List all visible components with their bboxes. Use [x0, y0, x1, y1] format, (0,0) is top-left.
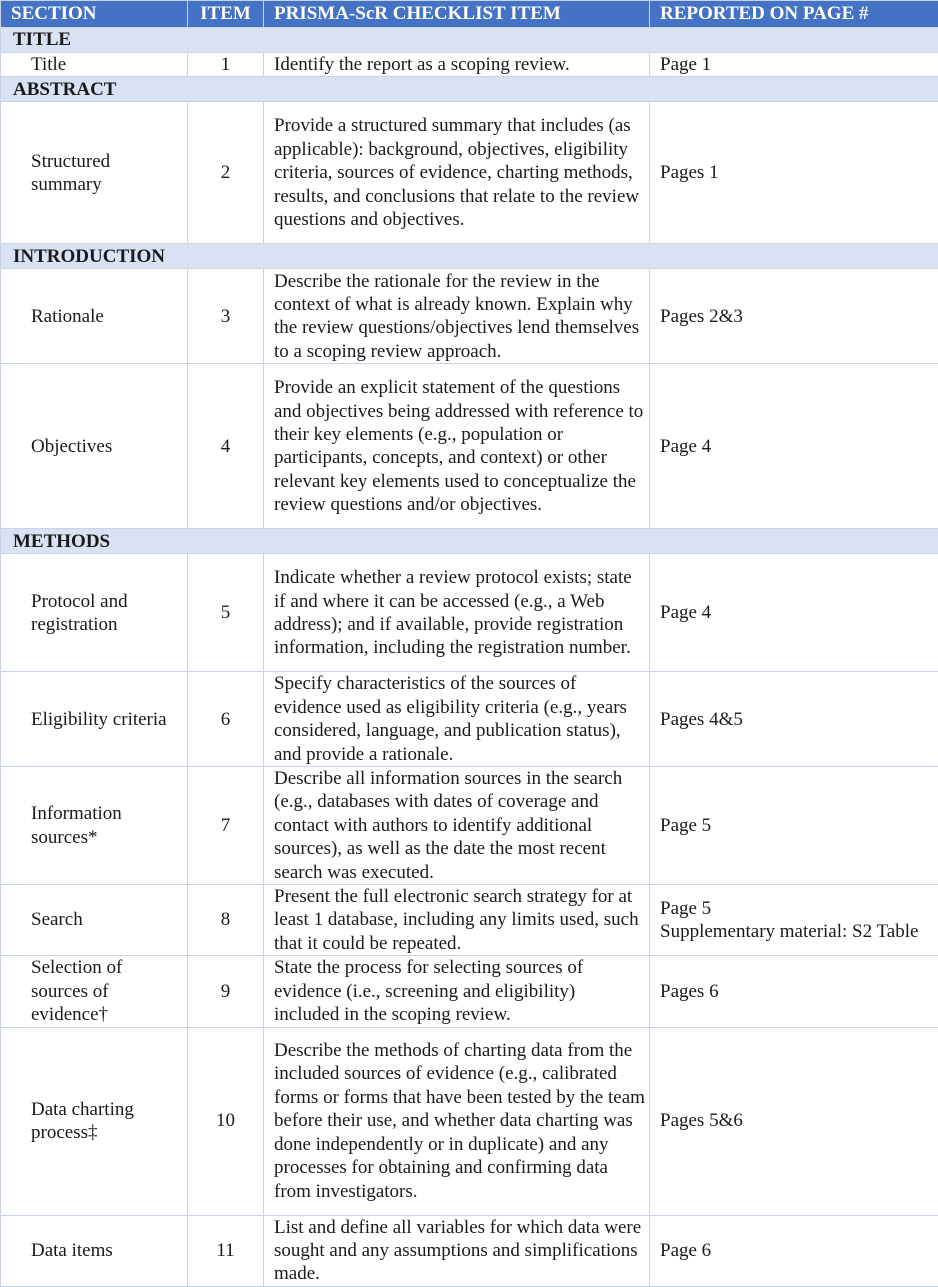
row-description: Describe all information sources in the search (e.g., databases with dates of coverage and contact with authors to identify additional sources), as well as the date the most recent search was executed. — [264, 767, 650, 885]
table-row — [1, 767, 938, 885]
section-heading: METHODS — [1, 529, 938, 554]
header-section: SECTION — [1, 1, 188, 28]
row-description: List and define all variables for which data were sought and any assumptions and simplifications made. — [264, 1215, 650, 1286]
section-heading: TITLE — [1, 28, 938, 53]
row-item-number: 3 — [188, 269, 264, 364]
row-item-number: 6 — [188, 672, 264, 767]
row-item-number: 4 — [188, 364, 264, 529]
table-row — [1, 554, 938, 672]
row-section: Eligibility criteria — [1, 672, 188, 767]
row-page: Pages 5&6 — [650, 1027, 938, 1215]
row-page — [650, 885, 938, 956]
row-section: Title — [1, 53, 188, 77]
section-row-introduction — [1, 244, 938, 269]
section-heading: INTRODUCTION — [1, 244, 938, 269]
row-description: Specify characteristics of the sources of evidence used as eligibility criteria (e.g., years considered, language, and publication status), and provide a rationale. — [264, 672, 650, 767]
row-section: Rationale — [1, 269, 188, 364]
row-page: Pages 4&5 — [650, 672, 938, 767]
row-page: Pages 2&3 — [650, 269, 938, 364]
row-page: Pages 6 — [650, 956, 938, 1027]
section-heading: ABSTRACT — [1, 77, 938, 102]
row-item-number: 8 — [188, 885, 264, 956]
header-reported-page: REPORTED ON PAGE # — [650, 1, 938, 28]
row-section: Structured summary — [1, 102, 188, 244]
row-page-supplementary: Supplementary material: S2 Table — [660, 920, 934, 943]
row-item-number: 10 — [188, 1027, 264, 1215]
header-item: ITEM — [188, 1, 264, 28]
row-section: Data charting process‡ — [1, 1027, 188, 1215]
header-row — [1, 1, 938, 28]
row-section: Data items — [1, 1215, 188, 1286]
row-page: Page 6 — [650, 1215, 938, 1286]
table-row — [1, 672, 938, 767]
row-description: Provide an explicit statement of the questions and objectives being addressed with reference to their key elements (e.g., population or participants, concepts, and context) or other relevant key elements used to conceptualize the review questions and/or objectives. — [264, 364, 650, 529]
row-section: Information sources* — [1, 767, 188, 885]
row-page: Page 4 — [650, 554, 938, 672]
table-row — [1, 269, 938, 364]
row-section: Search — [1, 885, 188, 956]
row-page: Pages 1 — [650, 102, 938, 244]
row-page: Page 1 — [650, 53, 938, 77]
row-item-number: 5 — [188, 554, 264, 672]
table-row — [1, 102, 938, 244]
table-row — [1, 885, 938, 956]
row-description: Identify the report as a scoping review. — [264, 53, 650, 77]
row-description: State the process for selecting sources of evidence (i.e., screening and eligibility) included in the scoping review. — [264, 956, 650, 1027]
table-row — [1, 1027, 938, 1215]
section-row-methods — [1, 529, 938, 554]
table-row — [1, 53, 938, 77]
header-checklist-item: PRISMA-ScR CHECKLIST ITEM — [264, 1, 650, 28]
row-item-number: 7 — [188, 767, 264, 885]
row-description: Describe the rationale for the review in the context of what is already known. Explain why the review questions/objectives lend themselves to a scoping review approach. — [264, 269, 650, 364]
row-section: Protocol and registration — [1, 554, 188, 672]
row-item-number: 2 — [188, 102, 264, 244]
row-page: Page 5 — [650, 767, 938, 885]
row-section: Selection of sources of evidence† — [1, 956, 188, 1027]
row-item-number: 11 — [188, 1215, 264, 1286]
table-row — [1, 956, 938, 1027]
row-item-number: 1 — [188, 53, 264, 77]
row-description: Describe the methods of charting data from the included sources of evidence (e.g., calibrated forms or forms that have been tested by the team before their use, and whether data charting was done independently or in duplicate) and any processes for obtaining and confirming data from investigators. — [264, 1027, 650, 1215]
row-section: Objectives — [1, 364, 188, 529]
row-item-number: 9 — [188, 956, 264, 1027]
table-row — [1, 1215, 938, 1286]
row-description: Present the full electronic search strategy for at least 1 database, including any limits used, such that it could be repeated. — [264, 885, 650, 956]
row-page-primary: Page 5 — [660, 897, 934, 920]
row-description: Provide a structured summary that includes (as applicable): background, objectives, eligibility criteria, sources of evidence, charting methods, results, and conclusions that relate to the review questions and objectives. — [264, 102, 650, 244]
table-row — [1, 364, 938, 529]
section-row-title — [1, 28, 938, 53]
section-row-abstract — [1, 77, 938, 102]
row-page: Page 4 — [650, 364, 938, 529]
row-description: Indicate whether a review protocol exists; state if and where it can be accessed (e.g., a Web address); and if available, provide registration information, including the registration number. — [264, 554, 650, 672]
